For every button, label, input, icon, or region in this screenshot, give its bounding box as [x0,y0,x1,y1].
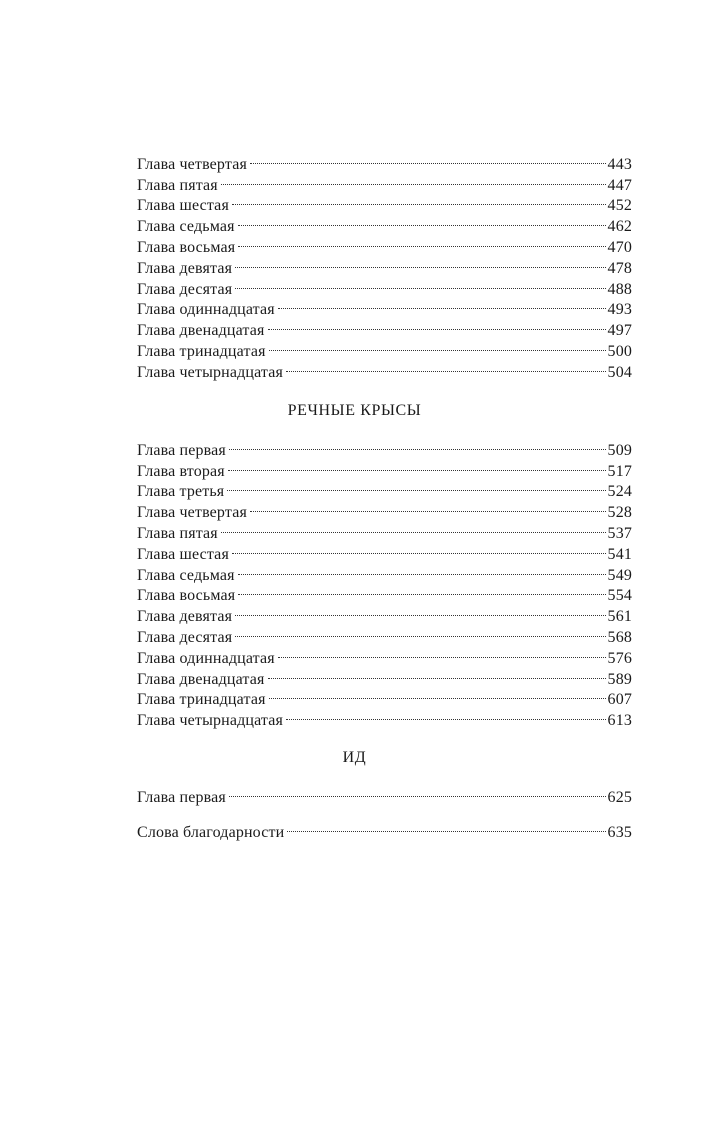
dot-leader [238,580,605,601]
toc-section-river-rats [137,434,632,730]
toc-entry-title: Глава девятая [137,608,233,626]
toc-entry-page: 635 [607,823,632,841]
toc-entry-title: Глава десятая [137,628,233,646]
toc-entry-page: 541 [607,545,632,563]
toc-entry-title: Глава седьмая [137,566,235,584]
toc-entry-page: 613 [607,712,632,730]
dot-leader [235,600,605,621]
toc-section-id [137,781,632,806]
toc-entry-page: 470 [607,238,632,256]
dot-leader [228,455,606,476]
toc-entry-acknowledgements[interactable] [137,816,632,841]
toc-entry-title: Глава десятая [137,280,233,298]
dot-leader [269,684,606,705]
toc-entry-page: 447 [607,176,632,194]
dot-leader [235,252,605,273]
toc-entry-page: 452 [607,197,632,215]
toc-entry-title: Глава четвертая [137,155,247,173]
dot-leader [250,148,606,169]
dot-leader [221,517,606,538]
toc-entry-title: Глава двенадцатая [137,670,265,688]
toc-entry-page: 537 [607,524,632,542]
dot-leader [238,231,605,252]
toc-entry-page: 568 [607,628,632,646]
toc-entry-title: Глава тринадцатая [137,691,266,709]
toc-entry-title: Глава девятая [137,259,233,277]
toc-entry-page: 576 [607,649,632,667]
dot-leader [238,559,606,580]
dot-leader [235,273,605,294]
toc-entry-page: 497 [607,322,632,340]
toc-section-acknowledgements [137,816,632,841]
dot-leader [286,356,606,377]
dot-leader [235,621,605,642]
toc-entry-page: 561 [607,608,632,626]
toc-entry-title: Слова благодарности [137,823,285,841]
toc-entry-title: Глава одиннадцатая [137,649,275,667]
toc-entry-title: Глава двенадцатая [137,322,265,340]
toc-entry-page: 462 [607,218,632,236]
dot-leader [229,434,606,455]
toc-entry-title: Глава третья [137,483,225,501]
dot-leader [232,190,606,211]
toc-entry-page: 554 [607,587,632,605]
dot-leader [232,538,606,559]
toc-entry-title: Глава пятая [137,524,218,542]
section-heading-id: ИД [342,749,367,766]
toc-entry[interactable] [137,781,632,806]
dot-leader [278,642,606,663]
dot-leader [278,294,606,315]
toc-entry-title: Глава шестая [137,545,229,563]
toc-entry-page: 607 [607,691,632,709]
toc-entry-title: Глава четвертая [137,504,247,522]
toc-entry-title: Глава первая [137,441,226,459]
dot-leader [227,476,605,497]
toc-entry-title: Глава вторая [137,462,225,480]
dot-leader [269,335,606,356]
toc-entry-title: Глава первая [137,788,226,806]
toc-entry-title: Глава шестая [137,197,229,215]
dot-leader [221,169,606,190]
toc-entry-title: Глава седьмая [137,218,235,236]
toc-entry-page: 524 [607,483,632,501]
section-heading-river-rats: РЕЧНЫЕ КРЫСЫ [287,402,422,419]
dot-leader [238,210,606,231]
toc-entry-title: Глава восьмая [137,238,236,256]
toc-entry-page: 443 [607,155,632,173]
toc-entry-title: Глава тринадцатая [137,342,266,360]
toc-entry-page: 504 [607,363,632,381]
toc-entry-title: Глава четырнадцатая [137,712,284,730]
toc-entry-page: 500 [607,342,632,360]
toc-entry-title: Глава четырнадцатая [137,363,284,381]
dot-leader [268,663,606,684]
toc-section-part1 [137,148,632,381]
toc-entry-page: 589 [607,670,632,688]
toc-entry-page: 488 [607,280,632,298]
dot-leader [229,781,606,802]
toc-entry-page: 625 [607,788,632,806]
dot-leader [286,704,606,725]
toc-entry-page: 528 [607,504,632,522]
toc-entry-page: 549 [607,566,632,584]
toc-entry-page: 509 [607,441,632,459]
toc-entry[interactable] [137,148,632,173]
toc-entry-title: Глава пятая [137,176,218,194]
toc-entry-page: 517 [607,462,632,480]
dot-leader [250,496,606,517]
toc-entry-title: Глава восьмая [137,587,236,605]
toc-entry-page: 493 [607,301,632,319]
toc-entry-page: 478 [607,259,632,277]
toc-entry[interactable] [137,434,632,459]
toc-entry-title: Глава одиннадцатая [137,301,275,319]
dot-leader [287,816,605,837]
dot-leader [268,314,606,335]
